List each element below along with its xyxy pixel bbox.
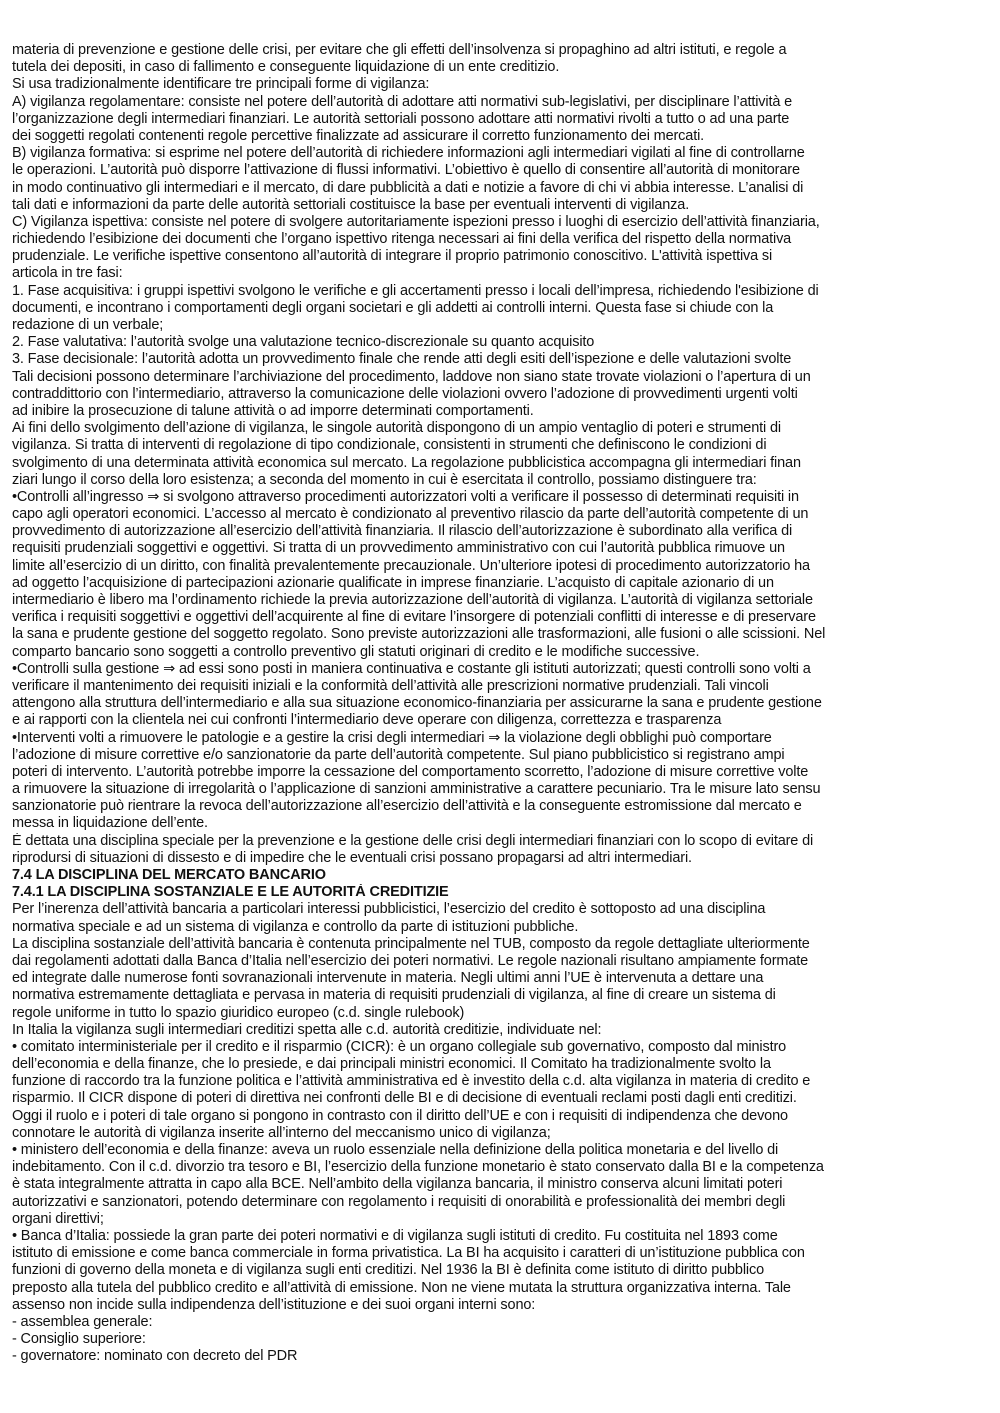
text-line: l’adozione di misure correttive e/o sanzionatorie da parte dell’autorità competente. Sul piano pubblicistico si registrano ampi bbox=[12, 746, 785, 763]
text-line: tutela dei depositi, in caso di fallimento e conseguente liquidazione di un ente creditizio. bbox=[12, 59, 560, 76]
text-line: in modo continuativo gli intermediari e il mercato, di dare pubblicità a dati e notizie a favore di chi vi abbia interesse. L’analisi di bbox=[12, 179, 804, 196]
text-line: normativa estremamente dettagliata e pervasa in materia di requisiti prudenziali di vigilanza, al fine di creare un sistema di bbox=[12, 987, 776, 1004]
text-line: • ministero dell’economia e della finanze: aveva un ruolo essenziale nella definizione della politica monetaria e del livello di bbox=[12, 1142, 779, 1158]
text-line: ed integrate dalle numerose fonti sovranazionali intervenute in materia. Negli ultimi anni l’UE è intervenuta a dettare una bbox=[12, 970, 764, 987]
text-line: indebitamento. Con il c.d. divorzio tra tesoro e BI, l’esercizio della funzione monetario è stato conservato dalla BI e la competenza bbox=[12, 1159, 824, 1176]
text-line: assenso non incide sulla indipendenza dell’istituzione e dei suoi organi interni sono: bbox=[12, 1296, 536, 1313]
text-line: provvedimento di autorizzazione all’esercizio dell’attività finanziaria. Il rilascio dell’autorizzazione è subordinato alla verifica di bbox=[12, 523, 793, 540]
text-line: ad inibire la prosecuzione di talune attività o ad imporre determinati comportamenti. bbox=[12, 402, 534, 419]
text-line: intermediario è libero ma l’ordinamento richiede la previa autorizzazione dell’autorità di vigilanza. L’autorità di vigilanza settoriale bbox=[12, 592, 813, 608]
text-line: verificare il mantenimento dei requisiti iniziali e la conformità dell’attività alle prescrizioni normative prudenziali. Tali vincoli bbox=[12, 677, 769, 694]
text-line: tali dati e informazioni da parte delle autorità settoriali costituisce la base per eventuali interventi di vigilanza. bbox=[12, 196, 690, 213]
text-line: dell’economia e della finanze, che lo presiede, e dai principali ministri economici. Il Comitato ha tradizionalmente svolto la bbox=[12, 1056, 771, 1073]
text-line: documenti, e incontrano i comportamenti degli organi societari e gli addetti ai controlli interni. Questa fase si chiude con la bbox=[12, 299, 774, 316]
text-line: •Controlli all’ingresso ⇒ si svolgono attraverso procedimenti autorizzatori volti a verificare il possesso di determinati requisiti in bbox=[12, 488, 799, 505]
document-body bbox=[12, 42, 986, 1365]
text-line: - assemblea generale: bbox=[12, 1313, 153, 1330]
text-line: messa in liquidazione dell’ente. bbox=[12, 815, 208, 832]
text-line: - governatore: nominato con decreto del PDR bbox=[12, 1348, 298, 1365]
text-line: richiedendo l’esibizione dei documenti che l’organo ispettivo ritenga necessari ai fini della verifica del rispetto della normativa bbox=[12, 231, 792, 248]
text-line: attengono alla struttura dell’intermediario e alla sua situazione economico-finanziaria per assicurarne la sana e prudente gestione bbox=[12, 695, 822, 712]
section-heading: 7.4 LA DISCIPLINA DEL MERCATO BANCARIO bbox=[12, 867, 326, 883]
text-line: a rimuovere la situazione di irregolarità o l’applicazione di sanzioni amministrative a carattere pecuniario. Tra le misure lato sensu bbox=[12, 781, 821, 798]
text-line: normativa speciale e ad un sistema di vigilanza e controllo da parte di istituzioni pubbliche. bbox=[12, 918, 579, 935]
text-line: risparmio. Il CICR dispone di poteri di direttiva nei confronti delle BI e di decisione di eventuali reclami posti dagli enti creditizi. bbox=[12, 1090, 797, 1107]
text-line: verifica i requisiti soggettivi e oggettivi dell’acquirente al fine di evitare l’insorgere di potenziali conflitti di interesse e di preservare bbox=[12, 609, 816, 626]
text-line: preposto alla tutela del pubblico credito e all’attività di emissione. Non ne viene mutata la struttura organizzativa interna. Tale bbox=[12, 1279, 791, 1296]
text-line: 2. Fase valutativa: l’autorità svolge una valutazione tecnico-discrezionale su quanto acquisito bbox=[12, 334, 595, 351]
text-line: materia di prevenzione e gestione delle crisi, per evitare che gli effetti dell’insolvenza si propaghino ad altri istituti, e regole a bbox=[12, 42, 787, 58]
text-line: funzione di raccordo tra la funzione politica e l’attività amministrativa ed è investito della c.d. alta vigilanza in materia di credito e bbox=[12, 1073, 811, 1090]
text-line: è stata integralmente attratta in capo alla BCE. Nell’ambito della vigilanza bancaria, il ministro conserva alcuni limitati poteri bbox=[12, 1176, 783, 1193]
text-line: • Banca d’Italia: possiede la gran parte dei poteri normativi e di vigilanza sugli istituti di credito. Fu costituita nel 1893 come bbox=[12, 1227, 778, 1244]
text-line: connotare le autorità di vigilanza inserite all’interno del meccanismo unico di vigilanza; bbox=[12, 1124, 551, 1141]
text-line: B) vigilanza formativa: si esprime nel potere dell’autorità di richiedere informazioni agli intermediari vigilati al fine di controllarne bbox=[12, 145, 805, 162]
text-line: riprodursi di situazioni di dissesto e di impedire che le eventuali crisi possano propagarsi ad altri intermediari. bbox=[12, 849, 692, 866]
text-line: le operazioni. L’autorità può disporre l’attivazione di flussi informativi. L’obiettivo è quello di consentire all’autorità di monitorare bbox=[12, 162, 800, 179]
section-heading: 7.4.1 LA DISCIPLINA SOSTANZIALE E LE AUTORITÀ CREDITIZIE bbox=[12, 884, 449, 901]
text-line: 3. Fase decisionale: l’autorità adotta un provvedimento finale che rende atti degli esiti dell’ispezione e delle valutazioni svolte bbox=[12, 351, 792, 368]
text-line: Ai fini dello svolgimento dell’azione di vigilanza, le singole autorità dispongono di un ampio ventaglio di poteri e strumenti di bbox=[12, 420, 781, 437]
text-line: La disciplina sostanziale dell’attività bancaria è contenuta principalmente nel TUB, composto da regole dettagliate ulteriormente bbox=[12, 935, 810, 952]
text-line: Tali decisioni possono determinare l’archiviazione del procedimento, laddove non siano state trovate violazioni o l’apertura di un bbox=[12, 368, 811, 385]
text-line: 1. Fase acquisitiva: i gruppi ispettivi svolgono le verifiche e gli accertamenti presso i locali dell’impresa, richiedendo l'esibizione di bbox=[12, 282, 819, 299]
text-line: l’organizzazione degli intermediari finanziari. Le autorità settoriali possono adottare atti normativi rivolti a tutto o ad una parte bbox=[12, 110, 790, 127]
text-line: limite all’esercizio di un diritto, con finalità prevalentemente precauzionale. Un’ulteriore ipotesi di procedimento autorizzatorio ha bbox=[12, 557, 810, 574]
text-line: In Italia la vigilanza sugli intermediari creditizi spetta alle c.d. autorità creditizie, individuate nel: bbox=[12, 1021, 602, 1038]
text-line: capo agli operatori economici. L’accesso al mercato è condizionato al preventivo rilascio da parte dell’autorità competente di un bbox=[12, 506, 809, 523]
text-line: Si usa tradizionalmente identificare tre principali forme di vigilanza: bbox=[12, 76, 430, 93]
text-line: articola in tre fasi: bbox=[12, 265, 123, 282]
text-line: dai regolamenti adottati dalla Banca d’Italia nell’esercizio dei poteri normativi. Le regole nazionali risultano ampiamente formate bbox=[12, 952, 809, 969]
text-line: dei soggetti regolati contenenti regole percettive finalizzate ad assicurare il corretto funzionamento dei mercati. bbox=[12, 127, 705, 144]
text-line: • comitato interministeriale per il credito e il risparmio (CICR): è un organo collegiale sub governativo, composto dal ministro bbox=[12, 1038, 787, 1055]
text-line: redazione di un verbale; bbox=[12, 317, 164, 333]
text-line: ziari lungo il corso della loro esistenza; a seconda del momento in cui è esercitata il controllo, possiamo distinguere tra: bbox=[12, 471, 757, 488]
text-line: requisiti prudenziali soggettivi e oggettivi. Si tratta di un provvedimento amministrativo con cui l’autorità pubblica rimuove un bbox=[12, 540, 785, 557]
text-line: la sana e prudente gestione del soggetto regolato. Sono previste autorizzazioni alle trasformazioni, alle fusioni o alle scissioni. Nel bbox=[12, 626, 826, 643]
text-line: organi direttivi; bbox=[12, 1210, 104, 1227]
text-line: C) Vigilanza ispettiva: consiste nel potere di svolgere autoritariamente ispezioni presso i luoghi di esercizio dell’attività finanziaria, bbox=[12, 213, 820, 230]
text-line: contraddittorio con l’intermediario, attraverso la comunicazione delle violazioni ovvero l’adozione di provvedimenti urgenti volti bbox=[12, 385, 798, 402]
text-line: •Controlli sulla gestione ⇒ ad essi sono posti in maniera continuativa e costante gli istituti autorizzati; questi controlli sono volti a bbox=[12, 660, 811, 677]
text-line: prudenziale. Le verifiche ispettive consentono all’autorità di integrare il proprio patrimonio conoscitivo. L'attività ispettiva si bbox=[12, 248, 773, 265]
text-line: A) vigilanza regolamentare: consiste nel potere dell’autorità di adottare atti normativi sub-legislativi, per disciplinare l’attività e bbox=[12, 93, 793, 110]
text-line: svolgimento di una determinata attività economica sul mercato. La regolazione pubblicistica accompagna gli intermediari finan bbox=[12, 454, 801, 471]
text-line: comparto bancario sono soggetti a controllo preventivo gli statuti originari di credito e le modifiche successive. bbox=[12, 643, 700, 660]
text-line: È dettata una disciplina speciale per la prevenzione e la gestione delle crisi degli intermediari finanziari con lo scopo di evitare di bbox=[12, 832, 814, 849]
text-line: Per l’inerenza dell’attività bancaria a particolari interessi pubblicistici, l’esercizio del credito è sottoposto ad una disciplina bbox=[12, 901, 766, 918]
text-line: vigilanza. Si tratta di interventi di regolazione di tipo condizionale, consistenti in strumenti che definiscono le condizioni di bbox=[12, 437, 767, 454]
text-line: poteri di intervento. L’autorità potrebbe imporre la cessazione del comportamento scorretto, l’adozione di misure correttive volte bbox=[12, 763, 809, 780]
text-line: istituto di emissione e come banca commerciale in forma privatistica. La BI ha acquisito i caratteri di un’istituzione pubblica con bbox=[12, 1245, 805, 1262]
text-line: •Interventi volti a rimuovere le patologie e a gestire la crisi degli intermediari ⇒ la violazione degli obblighi può comportare bbox=[12, 729, 772, 746]
text-line: sanzionatorie può rientrare la revoca dell’autorizzazione all’esercizio dell’attività e la conseguente estromissione dal mercato e bbox=[12, 798, 802, 815]
text-line: e ai rapporti con la clientela nei cui confronti l’intermediario deve operare con diligenza, correttezza e trasparenza bbox=[12, 712, 722, 729]
text-line: - Consiglio superiore: bbox=[12, 1331, 146, 1348]
text-line: autorizzativi e sanzionatori, potendo determinare con regolamento i requisiti di onorabilità e professionalità dei membri degli bbox=[12, 1193, 786, 1210]
text-line: regole uniforme in tutto lo spazio giuridico europeo (c.d. single rulebook) bbox=[12, 1004, 465, 1021]
text-line: Oggi il ruolo e i poteri di tale organo si pongono in contrasto con il diritto dell’UE e con i requisiti di indipendenza che devono bbox=[12, 1107, 788, 1124]
text-line: ad oggetto l’acquisizione di partecipazioni azionarie qualificate in imprese finanziarie. L’acquisto di capitale azionario di un bbox=[12, 574, 774, 591]
text-line: funzioni di governo della moneta e di vigilanza sugli enti creditizi. Nel 1936 la BI è definita come istituto di diritto pubblico bbox=[12, 1262, 765, 1279]
